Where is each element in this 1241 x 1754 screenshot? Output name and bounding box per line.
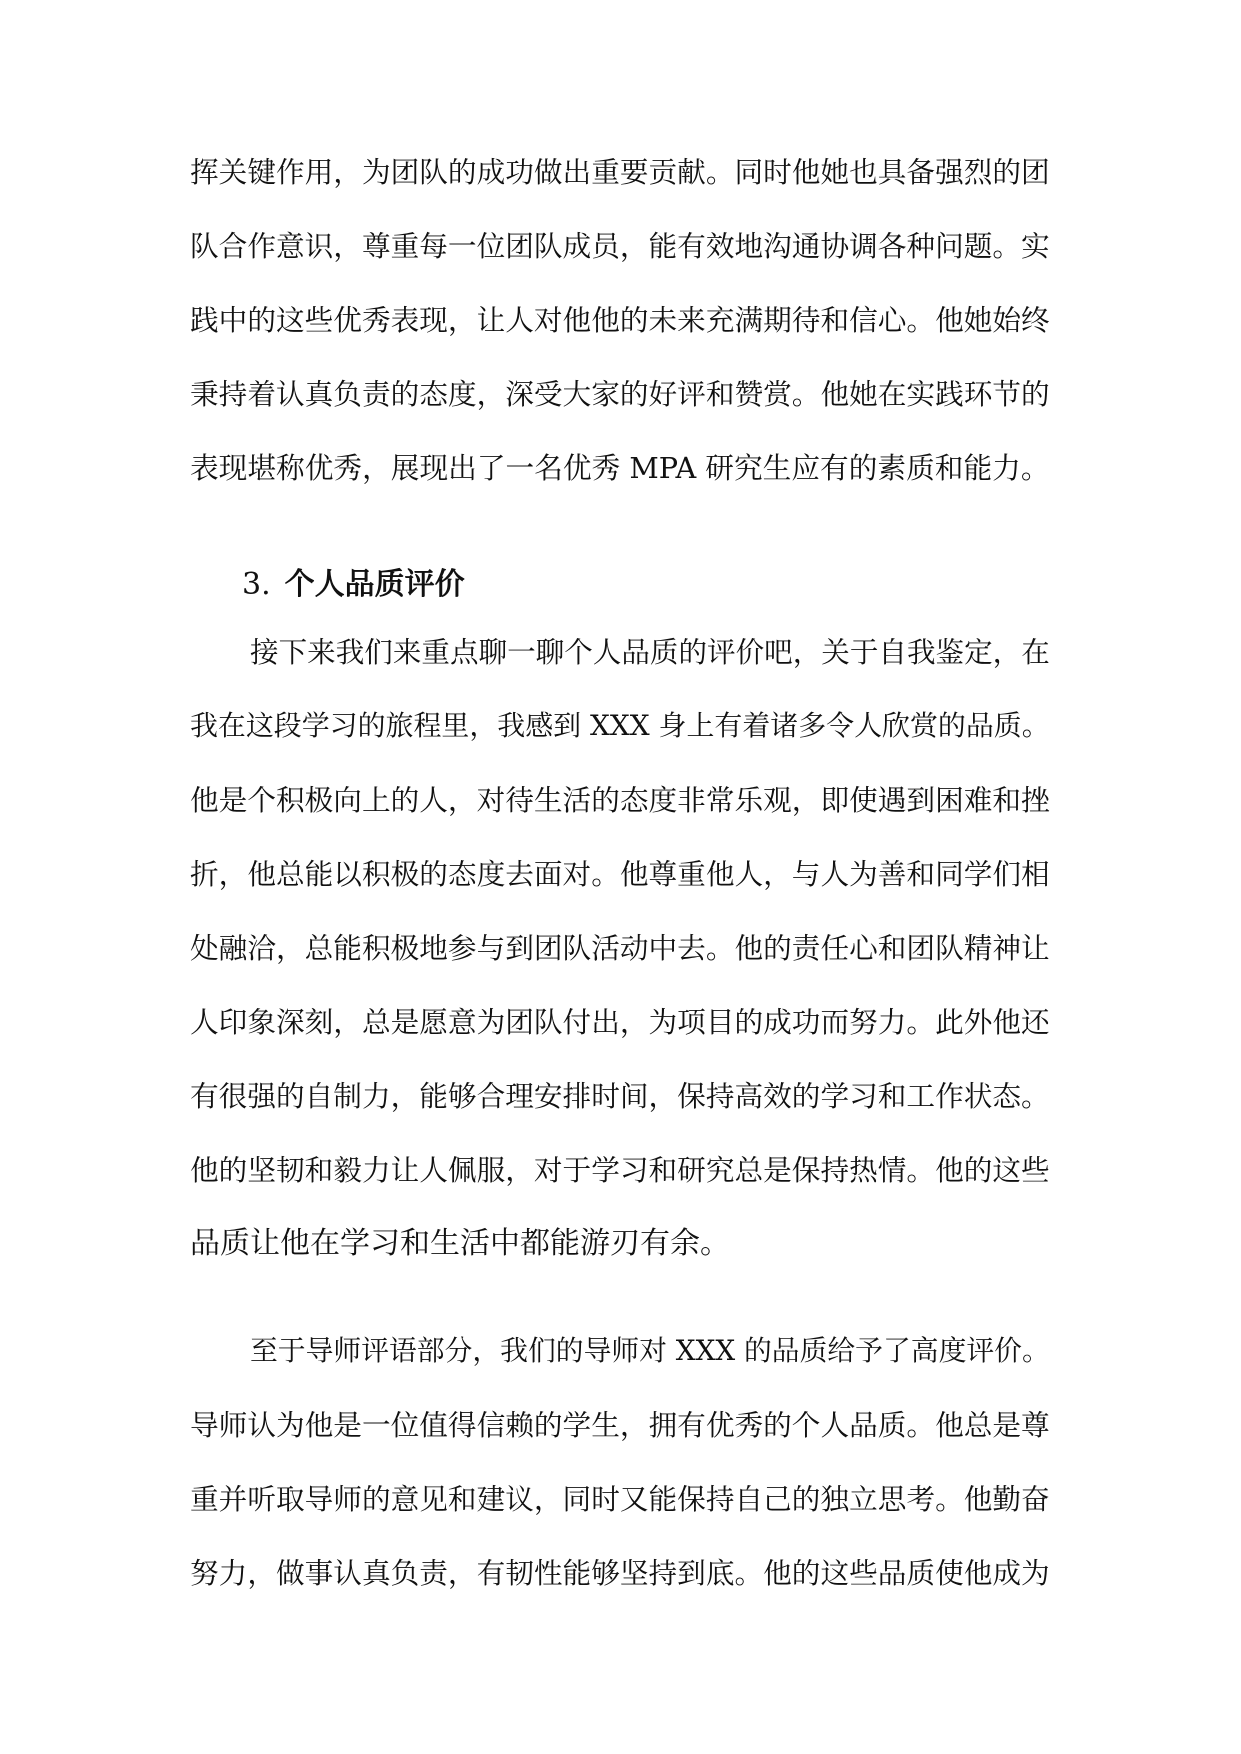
section-heading <box>242 548 465 622</box>
paragraph-line: 他的坚韧和毅力让人佩服，对于学习和研究总是保持热情。他的这些 <box>190 1153 1050 1187</box>
paragraph-3 <box>190 1314 1050 1610</box>
paragraph-line: 努力，做事认真负责，有韧性能够坚持到底。他的这些品质使他成为 <box>190 1556 1050 1590</box>
section-title: 个人品质评价 <box>284 567 465 602</box>
paragraph-line: 他是个积极向上的人，对待生活的态度非常乐观，即使遇到困难和挫 <box>190 783 1050 817</box>
paragraph-1 <box>190 135 1050 505</box>
paragraph-line: 践中的这些优秀表现，让人对他他的未来充满期待和信心。他她始终 <box>190 303 1050 337</box>
paragraph-line: 人印象深刻，总是愿意为团队付出，为项目的成功而努力。此外他还 <box>190 1005 1050 1039</box>
paragraph-line: 处融洽，总能积极地参与到团队活动中去。他的责任心和团队精神让 <box>190 931 1050 965</box>
paragraph-line: 折，他总能以积极的态度去面对。他尊重他人，与人为善和同学们相 <box>190 857 1050 891</box>
paragraph-line: 表现堪称优秀，展现出了一名优秀 MPA 研究生应有的素质和能力。 <box>190 451 1050 485</box>
section-number: 3. <box>242 567 271 602</box>
paragraph-2 <box>190 615 1050 1281</box>
paragraph-line: 重并听取导师的意见和建议，同时又能保持自己的独立思考。他勤奋 <box>190 1482 1050 1516</box>
paragraph-line: 品质让他在学习和生活中都能游刃有余。 <box>190 1226 730 1261</box>
paragraph-line: 队合作意识，尊重每一位团队成员，能有效地沟通协调各种问题。实 <box>190 229 1050 263</box>
paragraph-line: 挥关键作用，为团队的成功做出重要贡献。同时他她也具备强烈的团 <box>190 155 1050 189</box>
paragraph-line: 接下来我们来重点聊一聊个人品质的评价吧，关于自我鉴定，在 <box>250 635 1050 669</box>
paragraph-line: 秉持着认真负责的态度，深受大家的好评和赞赏。他她在实践环节的 <box>190 377 1050 411</box>
paragraph-line: 至于导师评语部分，我们的导师对 XXX 的品质给予了高度评价。 <box>250 1334 1050 1367</box>
paragraph-line: 导师认为他是一位值得信赖的学生，拥有优秀的个人品质。他总是尊 <box>190 1408 1050 1442</box>
paragraph-line: 我在这段学习的旅程里，我感到 XXX 身上有着诸多令人欣赏的品质。 <box>190 709 1050 742</box>
paragraph-line: 有很强的自制力，能够合理安排时间，保持高效的学习和工作状态。 <box>190 1079 1050 1113</box>
